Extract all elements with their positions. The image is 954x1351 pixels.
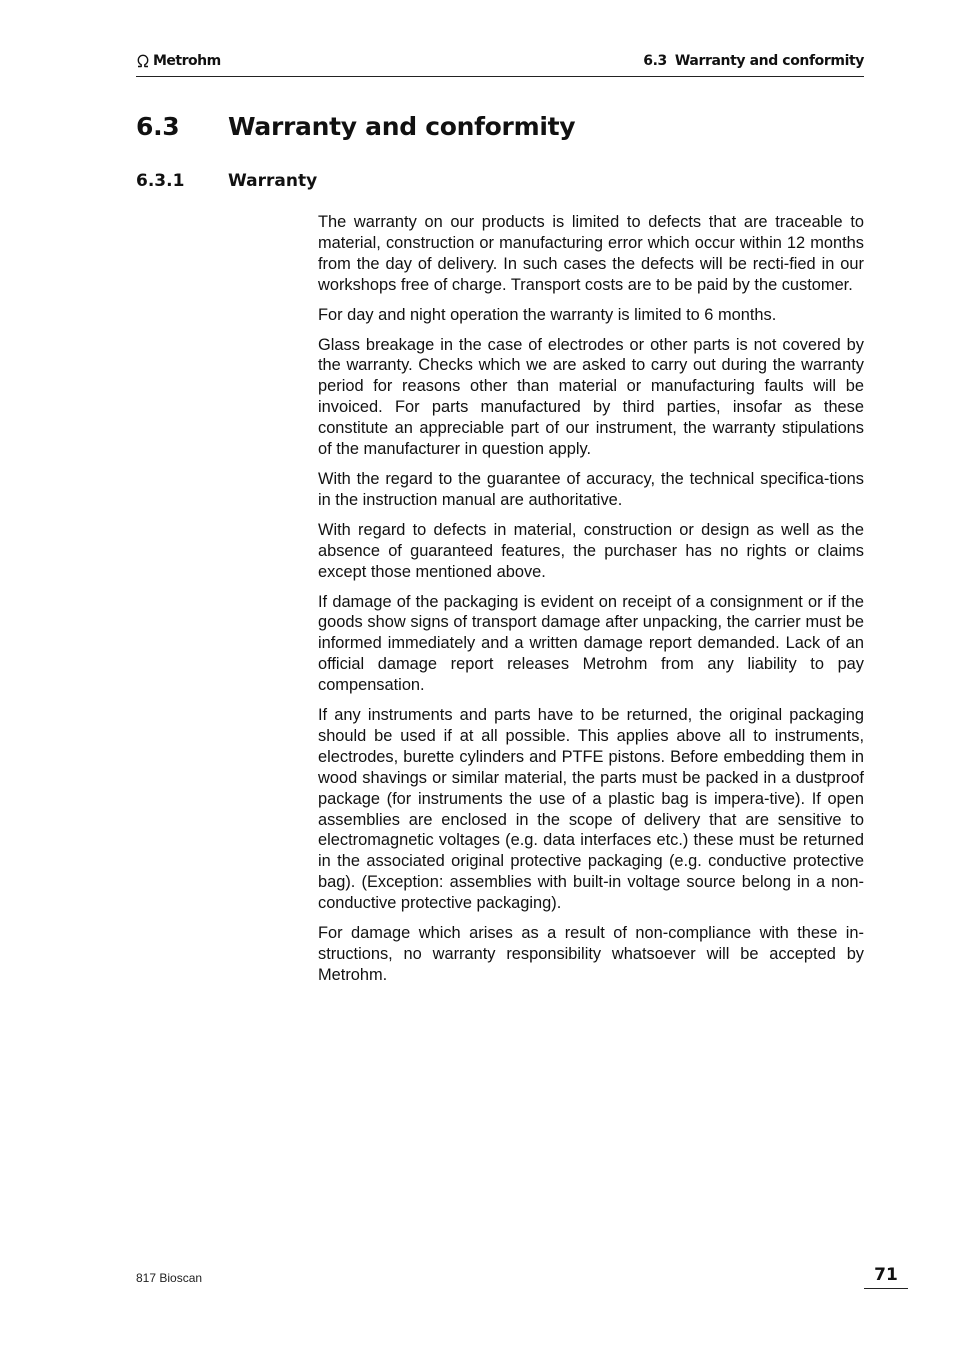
- paragraph: The warranty on our products is limited to defects that are traceable to material, construction or manufacturing error which occur within 12 months from the day of delivery. In such cases the defects will be recti-fied in our workshops free of charge. Transport costs are to be paid by the customer.: [318, 213, 864, 294]
- section-heading: [136, 110, 575, 144]
- subsection-heading: [136, 170, 317, 192]
- paragraph: For damage which arises as a result of non-compliance with these in-structions, no warranty responsibility whatsoever will be accepted by Metrohm.: [318, 924, 864, 984]
- subsection-title: Warranty: [228, 171, 318, 191]
- section-title: Warranty and conformity: [228, 112, 576, 141]
- paragraph: Glass breakage in the case of electrodes or other parts is not covered by the warranty. Checks which we are asked to carry out during the warranty period for reasons other than material or manufacturing faults will be invoiced. For parts manufactured by third parties, insofar as these constitute an appreciable part of our instrument, the warranty stipulations of the manufacturer in question apply.: [318, 335, 864, 459]
- omega-logo-icon: [136, 54, 150, 68]
- paragraph: If any instruments and parts have to be returned, the original packaging should be used if at all possible. This applies above all to instruments, electrodes, burette cylinders and PTFE pistons. Before embedding them in wood shavings or similar material, the parts must be packed in a dustproof package (for instruments the use of a plastic bag is impera-tive). If open assemblies are enclosed in the scope of delivery that are sensitive to electromagnetic voltages (e.g. data interfaces etc.) these must be returned in the associated original protective packaging (e.g. conductive protective bag). (Exception: assemblies with built-in voltage source belong in a non-conductive protective packaging).: [318, 706, 864, 913]
- logo-text: Metrohm: [153, 53, 221, 69]
- paragraph: If damage of the packaging is evident on receipt of a consignment or if the goods show signs of transport damage after unpacking, the carrier must be informed immediately and a written damage report demanded. Lack of an official damage report releases Metrohm from any liability to pay compensation.: [318, 592, 864, 695]
- body-text: [318, 212, 864, 995]
- page-header: [136, 50, 864, 77]
- page-number-box: [864, 1262, 908, 1289]
- subsection-number: 6.3.1: [136, 171, 185, 191]
- paragraph: With the regard to the guarantee of accuracy, the technical specifica-tions in the instruction manual are authoritative.: [318, 469, 864, 509]
- metrohm-logo: [136, 50, 221, 72]
- page-number: 71: [874, 1265, 898, 1285]
- paragraph: With regard to defects in material, construction or design as well as the absence of guaranteed features, the purchaser has no rights or claims except those mentioned above.: [318, 520, 864, 581]
- paragraph: For day and night operation the warranty is limited to 6 months.: [318, 305, 777, 324]
- running-header-title: Warranty and conformity: [674, 53, 864, 69]
- footer-product-name: 817 Bioscan: [136, 1271, 203, 1285]
- running-header: [643, 50, 864, 72]
- section-number: 6.3: [136, 112, 180, 141]
- running-header-number: 6.3: [643, 53, 667, 69]
